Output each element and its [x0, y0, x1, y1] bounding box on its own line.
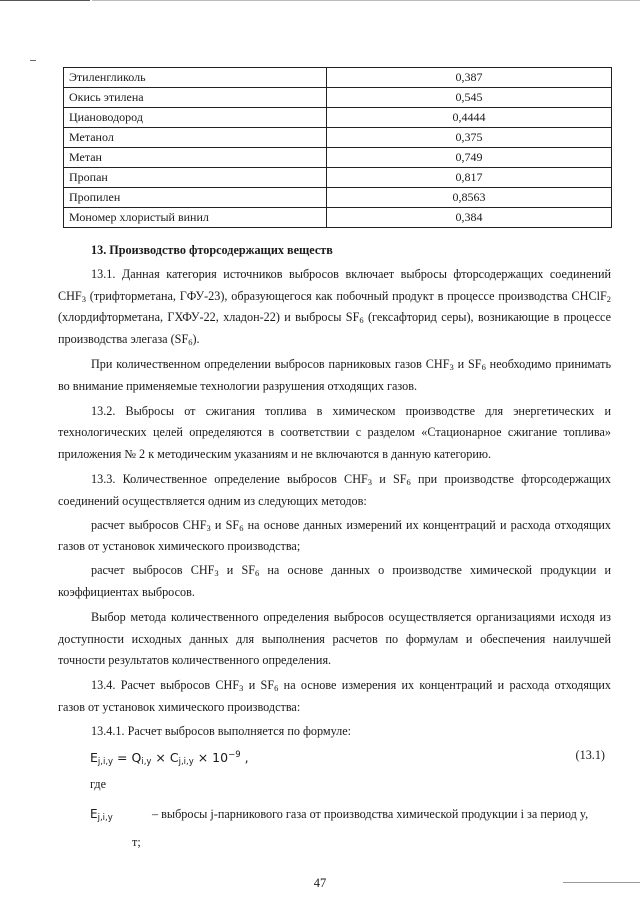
substance-name: Пропилен [64, 188, 327, 208]
substance-name: Пропан [64, 168, 327, 188]
coefficient-value: 0,545 [327, 88, 612, 108]
coefficient-value: 0,749 [327, 148, 612, 168]
formula-13-1 [90, 743, 611, 767]
where-label: где [90, 776, 107, 791]
table-row [64, 208, 612, 228]
coefficient-value: 0,8563 [327, 188, 612, 208]
coefficient-value: 0,384 [327, 208, 612, 228]
paragraph-13-1: 13.1. Данная категория источников выбросов включает выбросы фторсодержащих соединений $CHF_3$ (трифторметана, ГФУ-23), образующегося как побочный продукт в процессе производства CHClF$_2$ (хлордифторметана, ГХФУ-22, хладон-22) и выбросы $SF_6$ (гексафторид серы), возникающие в процессе производства элегаза $(SF_6)$. [58, 266, 611, 348]
paragraph-quantitative: При количественном определении выбросов парниковых газов $CHF_3$ и $SF_6$ необходимо принимать во внимание применяемые технологии разрушения отходящих газов. [58, 356, 611, 393]
table-row [64, 68, 612, 88]
coefficient-value: 0,4444 [327, 108, 612, 128]
substance-name: Этиленгликоль [64, 68, 327, 88]
substance-name: Метан [64, 148, 327, 168]
table-row [64, 148, 612, 168]
formula-expression: $E_{j,i,y} = Q_{i,y} \times C_{j,i,y} \times 10^{-9}$ , [90, 749, 249, 767]
definition-row [58, 802, 611, 826]
substance-name: Метанол [64, 128, 327, 148]
definition-symbol: $E_{j,i,y}$ [90, 806, 113, 823]
paragraph-13-4-1: 13.4.1. Расчет выбросов выполняется по формуле: [91, 723, 352, 738]
top-rule-faint [92, 0, 640, 1]
coefficients-table [63, 67, 612, 228]
table-row [64, 108, 612, 128]
paragraph-13-3: 13.3. Количественное определение выбросов $CHF_3$ и $SF_6$ при производстве фторсодержащих соединений осуществляется одним из следующих методов: [58, 471, 612, 508]
table-row [64, 128, 612, 148]
page-content [58, 240, 611, 854]
table-row [64, 168, 612, 188]
page-number: 47 [313, 876, 327, 890]
coefficient-value: 0,387 [327, 68, 612, 88]
substance-name: Окись этилена [64, 88, 327, 108]
coefficient-value: 0,817 [327, 168, 612, 188]
table-row [64, 88, 612, 108]
top-rule [0, 0, 90, 1]
section-heading: 13. Производство фторсодержащих веществ [91, 243, 333, 257]
paragraph-13-4: 13.4. Расчет выбросов $CHF_3$ и $SF_6$ на основе измерения их концентраций и расхода отходящих газов от установок химического производства: [58, 678, 611, 714]
substance-name: Мономер хлористый винил [64, 208, 327, 228]
definition-unit: т; [132, 834, 141, 849]
coefficient-value: 0,375 [327, 128, 612, 148]
substance-name: Циановодород [64, 108, 327, 128]
method-item-1: расчет выбросов $CHF_3$ и $SF_6$ на основе данных измерений их концентраций и расхода отходящих газов от установок химического производства; [58, 517, 611, 554]
definition-text: – выбросы j-парникового газа от производства химической продукции i за период y, [152, 806, 589, 821]
formula-number: (13.1) [575, 747, 605, 762]
paragraph-method-choice: Выбор метода количественного определения выбросов осуществляется организациями исходя из доступности исходных данных для выполнения расчетов по формулам и обеспечения наилучшей точности результатов количественного определения. [58, 609, 611, 668]
margin-mark [30, 60, 36, 61]
bottom-rule [563, 882, 640, 883]
table-row [64, 188, 612, 208]
paragraph-13-2: 13.2. Выбросы от сжигания топлива в химическом производстве для энергетических и технологических целей определяются в соответствии с разделом «Стационарное сжигание топлива» приложения № 2 к методическим указаниям и не включаются в данную категорию. [58, 403, 611, 462]
method-item-2: расчет выбросов $CHF_3$ и $SF_6$ на основе данных о производстве химической продукции и коэффициентах выбросов. [58, 563, 611, 599]
